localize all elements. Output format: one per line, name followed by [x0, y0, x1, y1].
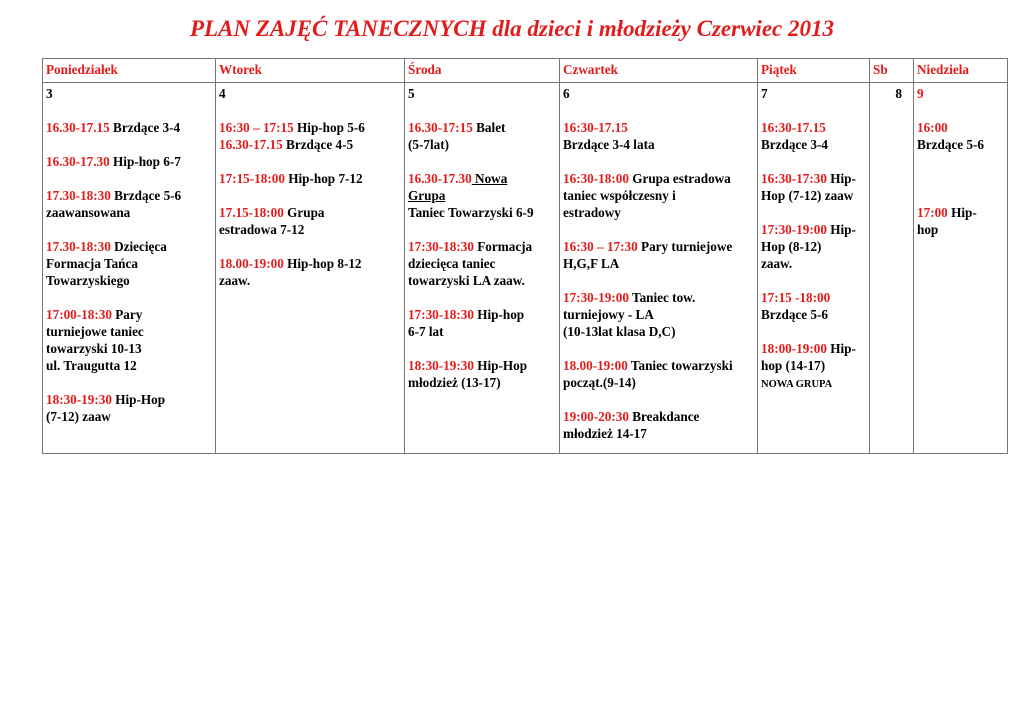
header-thursday: Czwartek: [560, 59, 758, 83]
class-entry: 19:00-20:30 Breakdance młodzież 14-17: [563, 409, 700, 441]
class-entry: 16.30-17:15 Balet (5-7lat): [408, 120, 506, 152]
class-entry: 16:30-17.15 Brzdące 3-4 lata: [563, 120, 655, 152]
class-entry: 18.00-19:00 Hip-hop 8-12 zaaw.: [219, 256, 362, 288]
class-entry: 17:30-19:00 Hip- Hop (8-12) zaaw.: [761, 222, 856, 271]
class-entry: 18:00-19:00 Hip- hop (14-17) NOWA GRUPA: [761, 341, 856, 390]
header-friday: Piątek: [758, 59, 870, 83]
class-entry: 17:30-18:30 Hip-hop 6-7 lat: [408, 307, 525, 339]
class-entry: 17.30-18:30 Dziecięca Formacja Tańca Towarzyskiego: [46, 239, 167, 288]
class-entry: 17:15-18:00 Hip-hop 7-12: [219, 171, 363, 186]
class-entry: 17.30-18:30 Brzdące 5-6 zaawansowana: [46, 188, 182, 220]
day-number: 8: [895, 86, 902, 101]
day-cell-thursday: [560, 83, 758, 454]
day-number: 7: [761, 86, 768, 101]
day-cell-saturday: [870, 83, 914, 454]
class-entry: 17:30-18:30 Formacja dziecięca taniec towarzyski LA zaaw.: [408, 239, 533, 288]
class-entry: 16:30 – 17:15 Hip-hop 5-6 16.30-17.15 Brzdące 4-5: [219, 120, 365, 152]
header-wednesday: Środa: [405, 59, 560, 83]
schedule-table: [42, 58, 1008, 454]
header-saturday: Sb: [870, 59, 914, 83]
header-row: [43, 59, 1008, 83]
day-number: 5: [408, 86, 415, 101]
class-entry: 17:00 Hip- hop: [917, 205, 977, 237]
class-entry: 17:15 -18:00 Brzdące 5-6: [761, 290, 831, 322]
class-entry: 16.30-17.30 Hip-hop 6-7: [46, 154, 181, 169]
header-monday: Poniedziałek: [43, 59, 216, 83]
class-entry: 16:30-17.15 Brzdące 3-4: [761, 120, 829, 152]
class-entry: 18:30-19:30 Hip-Hop młodzież (13-17): [408, 358, 528, 390]
new-group-label: NOWA GRUPA: [761, 379, 833, 390]
class-entry: 17:00-18:30 Pary turniejowe taniec towarzyski 10-13 ul. Traugutta 12: [46, 307, 144, 373]
day-cell-monday: [43, 83, 216, 454]
class-entry: 18.00-19:00 Taniec towarzyski począt.(9-14): [563, 358, 733, 390]
day-cell-tuesday: [216, 83, 405, 454]
class-entry: 16:00 Brzdące 5-6: [917, 120, 985, 152]
class-entry: 16.30-17.15 Brzdące 3-4: [46, 120, 181, 135]
day-number: 6: [563, 86, 570, 101]
header-tuesday: Wtorek: [216, 59, 405, 83]
class-entry: 16:30 – 17:30 Pary turniejowe H,G,F LA: [563, 239, 733, 271]
day-number: 9: [917, 86, 924, 101]
day-number: 4: [219, 86, 226, 101]
page-title: PLAN ZAJĘĆ TANECZNYCH dla dzieci i młodzieży Czerwiec 2013: [190, 16, 834, 41]
day-cell-wednesday: [405, 83, 560, 454]
header-sunday: Niedziela: [914, 59, 1008, 83]
day-cell-friday: [758, 83, 870, 454]
class-entry: 18:30-19:30 Hip-Hop (7-12) zaaw: [46, 392, 166, 424]
class-entry: 17:30-19:00 Taniec tow. turniejowy - LA (10-13lat klasa D,C): [563, 290, 696, 339]
day-cell-sunday: [914, 83, 1008, 454]
class-entry: 16.30-17.30 Nowa Grupa Taniec Towarzyski 6-9: [408, 171, 534, 220]
class-entry: 17.15-18:00 Grupa estradowa 7-12: [219, 205, 325, 237]
class-entry: 16:30-18:00 Grupa estradowa taniec współczesny i estradowy: [563, 171, 731, 220]
class-entry: 16:30-17:30 Hip- Hop (7-12) zaaw: [761, 171, 856, 203]
day-number: 3: [46, 86, 53, 101]
schedule-row: [43, 83, 1008, 454]
